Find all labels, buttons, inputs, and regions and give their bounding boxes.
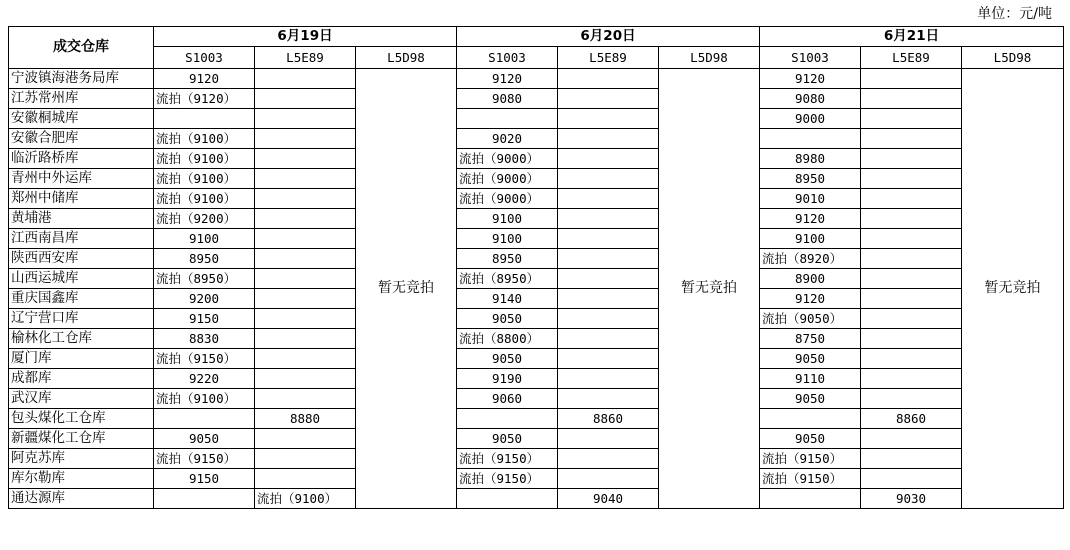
warehouse-name: 安徽桐城库 <box>9 109 154 129</box>
warehouse-name: 临沂路桥库 <box>9 149 154 169</box>
warehouse-name: 榆林化工仓库 <box>9 329 154 349</box>
price-cell: 流拍（9100） <box>154 389 255 409</box>
price-cell <box>861 469 962 489</box>
price-cell: 8950 <box>760 169 861 189</box>
price-cell: 9150 <box>154 309 255 329</box>
price-cell <box>255 69 356 89</box>
price-cell <box>558 169 659 189</box>
product-header: L5D98 <box>356 47 457 69</box>
price-cell: 9120 <box>457 69 558 89</box>
warehouse-name: 包头煤化工仓库 <box>9 409 154 429</box>
price-cell: 流拍（8950） <box>457 269 558 289</box>
price-cell <box>861 209 962 229</box>
table-row <box>9 169 1064 189</box>
auction-table <box>8 26 1064 509</box>
price-cell <box>760 129 861 149</box>
product-header: L5D98 <box>962 47 1064 69</box>
table-body <box>9 69 1064 509</box>
price-cell <box>861 369 962 389</box>
price-cell: 流拍（9200） <box>154 209 255 229</box>
price-cell: 8860 <box>861 409 962 429</box>
price-cell <box>861 429 962 449</box>
price-cell <box>861 329 962 349</box>
warehouse-name: 重庆国鑫库 <box>9 289 154 309</box>
price-cell: 9100 <box>457 229 558 249</box>
price-cell: 9050 <box>457 309 558 329</box>
warehouse-name: 陕西西安库 <box>9 249 154 269</box>
price-cell: 流拍（9100） <box>255 489 356 509</box>
price-cell <box>255 469 356 489</box>
price-cell: 9050 <box>760 349 861 369</box>
product-header: S1003 <box>154 47 255 69</box>
price-cell <box>558 109 659 129</box>
warehouse-name: 江苏常州库 <box>9 89 154 109</box>
price-cell <box>255 369 356 389</box>
table-row <box>9 249 1064 269</box>
unit-label: 单位：元/吨 <box>977 6 1052 22</box>
price-cell <box>558 129 659 149</box>
product-header: L5E89 <box>861 47 962 69</box>
price-cell: 9080 <box>760 89 861 109</box>
price-cell <box>861 109 962 129</box>
price-cell: 8880 <box>255 409 356 429</box>
price-cell <box>255 449 356 469</box>
price-cell <box>558 369 659 389</box>
price-cell <box>255 189 356 209</box>
price-cell <box>861 349 962 369</box>
warehouse-name: 成都库 <box>9 369 154 389</box>
warehouse-name: 黄埔港 <box>9 209 154 229</box>
price-cell <box>861 309 962 329</box>
price-cell: 9050 <box>457 349 558 369</box>
product-header: S1003 <box>457 47 558 69</box>
price-cell <box>558 269 659 289</box>
price-cell: 9010 <box>760 189 861 209</box>
price-cell <box>861 149 962 169</box>
price-cell <box>558 229 659 249</box>
product-header: L5E89 <box>255 47 356 69</box>
price-cell: 流拍（8800） <box>457 329 558 349</box>
price-cell: 9120 <box>154 69 255 89</box>
product-header: L5E89 <box>558 47 659 69</box>
price-cell: 9100 <box>154 229 255 249</box>
price-cell: 流拍（9050） <box>760 309 861 329</box>
price-cell: 9050 <box>760 389 861 409</box>
table-row <box>9 349 1064 369</box>
warehouse-name: 青州中外运库 <box>9 169 154 189</box>
price-cell <box>558 249 659 269</box>
no-auction-cell: 暂无竞拍 <box>659 69 760 509</box>
price-cell: 8750 <box>760 329 861 349</box>
price-cell <box>255 169 356 189</box>
price-cell: 流拍（9150） <box>154 349 255 369</box>
price-cell <box>861 189 962 209</box>
price-cell <box>255 389 356 409</box>
price-cell: 8860 <box>558 409 659 429</box>
price-cell <box>255 309 356 329</box>
table-row <box>9 129 1064 149</box>
price-cell: 9020 <box>457 129 558 149</box>
price-cell <box>558 349 659 369</box>
price-cell <box>861 269 962 289</box>
price-cell <box>760 489 861 509</box>
price-cell <box>558 69 659 89</box>
table-row <box>9 309 1064 329</box>
price-cell <box>558 389 659 409</box>
price-cell <box>558 469 659 489</box>
price-cell: 8980 <box>760 149 861 169</box>
price-cell: 流拍（9100） <box>154 129 255 149</box>
price-cell: 流拍（9000） <box>457 189 558 209</box>
table-row <box>9 389 1064 409</box>
price-cell <box>255 329 356 349</box>
price-cell <box>255 269 356 289</box>
price-cell <box>558 209 659 229</box>
price-cell <box>558 149 659 169</box>
product-header: L5D98 <box>659 47 760 69</box>
price-cell <box>861 229 962 249</box>
price-cell: 流拍（9150） <box>760 469 861 489</box>
price-cell: 流拍（9100） <box>154 169 255 189</box>
price-cell <box>255 229 356 249</box>
price-cell: 9120 <box>760 69 861 89</box>
warehouse-name: 库尔勒库 <box>9 469 154 489</box>
date-header: 6月20日 <box>457 27 760 47</box>
price-cell <box>457 109 558 129</box>
table-row <box>9 489 1064 509</box>
price-cell: 9150 <box>154 469 255 489</box>
table-row <box>9 69 1064 89</box>
price-cell: 9190 <box>457 369 558 389</box>
price-cell: 9050 <box>154 429 255 449</box>
price-cell: 9220 <box>154 369 255 389</box>
price-cell: 8950 <box>457 249 558 269</box>
price-cell <box>861 449 962 469</box>
price-cell <box>255 129 356 149</box>
warehouse-name: 通达源库 <box>9 489 154 509</box>
price-cell: 9080 <box>457 89 558 109</box>
price-cell: 流拍（8920） <box>760 249 861 269</box>
warehouse-name: 厦门库 <box>9 349 154 369</box>
table-row <box>9 229 1064 249</box>
price-cell <box>255 289 356 309</box>
price-cell <box>558 429 659 449</box>
price-cell <box>861 389 962 409</box>
table-row <box>9 109 1064 129</box>
date-header-row <box>9 27 1064 47</box>
price-cell: 8830 <box>154 329 255 349</box>
price-cell <box>558 289 659 309</box>
table-row <box>9 469 1064 489</box>
warehouse-name: 安徽合肥库 <box>9 129 154 149</box>
warehouse-name: 武汉库 <box>9 389 154 409</box>
price-cell <box>255 89 356 109</box>
price-cell <box>255 109 356 129</box>
price-cell: 9110 <box>760 369 861 389</box>
price-cell: 9060 <box>457 389 558 409</box>
no-auction-cell: 暂无竞拍 <box>356 69 457 509</box>
price-cell <box>558 89 659 109</box>
product-header: S1003 <box>760 47 861 69</box>
table-row <box>9 89 1064 109</box>
price-cell <box>154 109 255 129</box>
price-cell: 9100 <box>760 229 861 249</box>
price-cell <box>861 89 962 109</box>
price-cell: 9030 <box>861 489 962 509</box>
price-cell <box>154 409 255 429</box>
warehouse-name: 郑州中储库 <box>9 189 154 209</box>
price-cell <box>255 429 356 449</box>
table-row <box>9 269 1064 289</box>
price-cell <box>861 249 962 269</box>
price-cell: 9050 <box>760 429 861 449</box>
table-row <box>9 189 1064 209</box>
price-cell <box>861 69 962 89</box>
table-row <box>9 149 1064 169</box>
date-header: 6月19日 <box>154 27 457 47</box>
date-header: 6月21日 <box>760 27 1064 47</box>
warehouse-name: 山西运城库 <box>9 269 154 289</box>
price-cell: 9000 <box>760 109 861 129</box>
price-cell: 流拍（9000） <box>457 149 558 169</box>
price-cell: 流拍（9150） <box>457 449 558 469</box>
price-cell: 9200 <box>154 289 255 309</box>
price-cell <box>558 329 659 349</box>
price-cell: 流拍（8950） <box>154 269 255 289</box>
table-row <box>9 429 1064 449</box>
price-cell <box>457 409 558 429</box>
price-cell <box>861 129 962 149</box>
price-cell: 9120 <box>760 209 861 229</box>
price-cell <box>255 149 356 169</box>
warehouse-column-header: 成交仓库 <box>9 27 154 69</box>
price-cell: 流拍（9120） <box>154 89 255 109</box>
price-cell <box>255 349 356 369</box>
price-cell <box>255 249 356 269</box>
price-cell: 9100 <box>457 209 558 229</box>
table-row <box>9 409 1064 429</box>
warehouse-name: 江西南昌库 <box>9 229 154 249</box>
table-row <box>9 449 1064 469</box>
price-cell: 流拍（9150） <box>457 469 558 489</box>
table-row <box>9 209 1064 229</box>
table-row <box>9 369 1064 389</box>
price-cell: 9040 <box>558 489 659 509</box>
price-cell <box>861 169 962 189</box>
price-cell: 9140 <box>457 289 558 309</box>
price-cell: 流拍（9150） <box>154 449 255 469</box>
price-cell <box>558 449 659 469</box>
table-row <box>9 329 1064 349</box>
price-cell: 9050 <box>457 429 558 449</box>
warehouse-name: 新疆煤化工仓库 <box>9 429 154 449</box>
price-cell: 流拍（9100） <box>154 189 255 209</box>
price-cell: 流拍（9100） <box>154 149 255 169</box>
price-cell: 9120 <box>760 289 861 309</box>
price-cell <box>457 489 558 509</box>
warehouse-name: 辽宁营口库 <box>9 309 154 329</box>
price-cell: 流拍（9150） <box>760 449 861 469</box>
price-cell <box>558 309 659 329</box>
no-auction-cell: 暂无竞拍 <box>962 69 1064 509</box>
price-cell: 8900 <box>760 269 861 289</box>
warehouse-name: 宁波镇海港务局库 <box>9 69 154 89</box>
price-cell: 8950 <box>154 249 255 269</box>
warehouse-name: 阿克苏库 <box>9 449 154 469</box>
price-cell <box>760 409 861 429</box>
product-header-row <box>9 47 1064 69</box>
price-cell <box>154 489 255 509</box>
price-cell <box>558 189 659 209</box>
price-cell <box>255 209 356 229</box>
price-cell: 流拍（9000） <box>457 169 558 189</box>
table-row <box>9 289 1064 309</box>
price-cell <box>861 289 962 309</box>
